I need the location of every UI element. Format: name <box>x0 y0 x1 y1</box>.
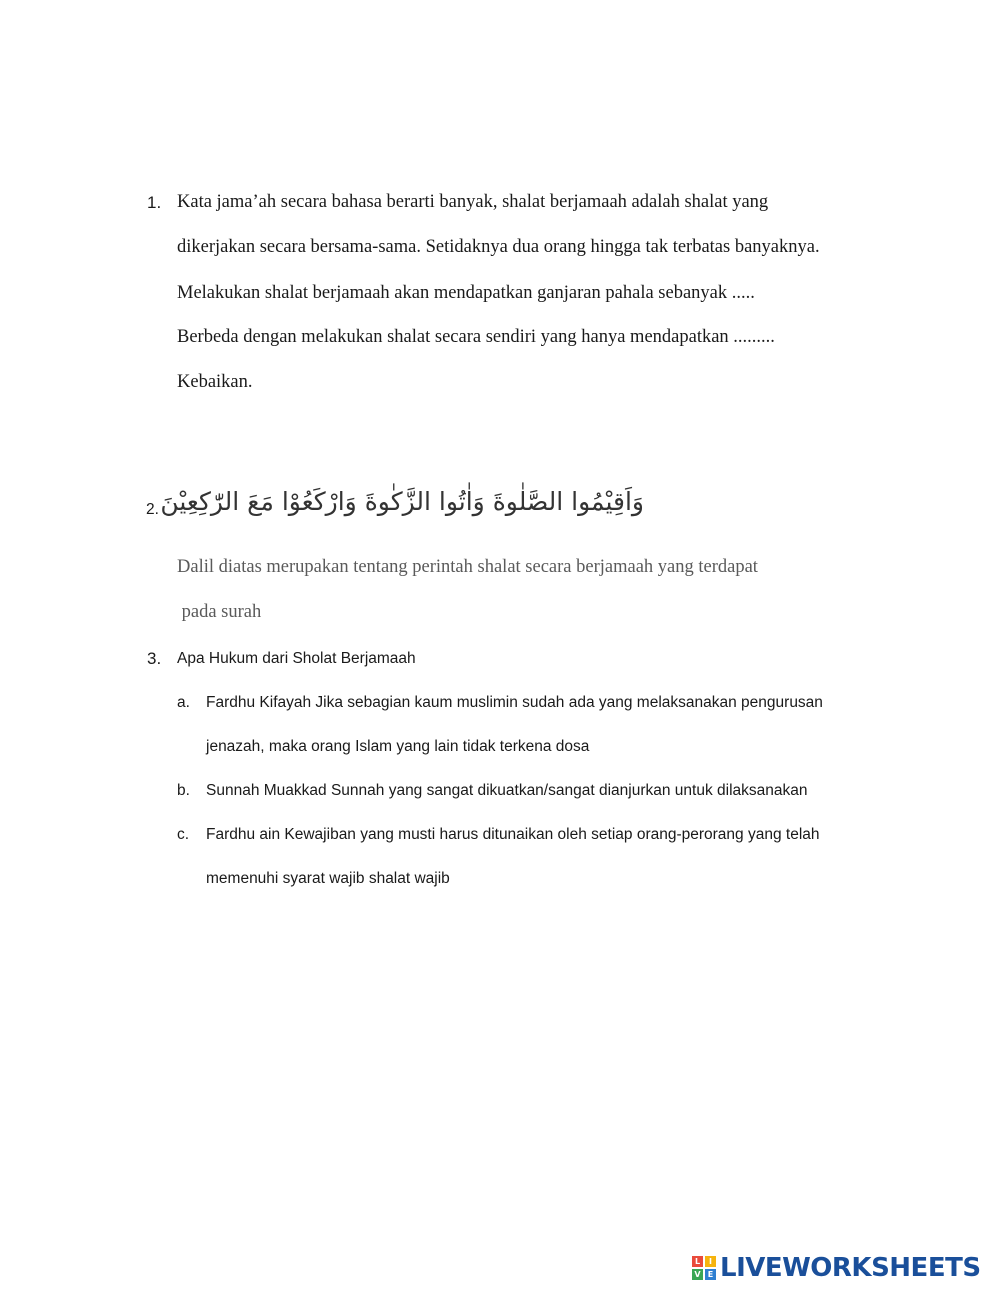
logo-mark-icon <box>692 1256 716 1280</box>
logo-mark-letter: E <box>705 1269 716 1280</box>
q1-line-4: Berbeda dengan melakukan shalat secara sendiri yang hanya mendapatkan ......... <box>177 327 775 347</box>
q1-line-2: dikerjakan secara bersama-sama. Setidaknya dua orang hingga tak terbatas banyaknya. <box>177 237 820 257</box>
logo-text: LIVEWORKSHEETS <box>720 1253 981 1283</box>
q1-line-3: Melakukan shalat berjamaah akan mendapatkan ganjaran pahala sebanyak ..... <box>177 283 755 303</box>
q1-line-1: Kata jama’ah secara bahasa berarti banyak, shalat berjamaah adalah shalat yang <box>177 192 769 212</box>
option-c-line-1: Fardhu ain Kewajiban yang musti harus ditunaikan oleh setiap orang-perorang yang telah <box>206 826 820 843</box>
q3-question: Apa Hukum dari Sholat Berjamaah <box>177 650 416 667</box>
q2-line-1: Dalil diatas merupakan tentang perintah shalat secara berjamaah yang terdapat <box>177 557 758 577</box>
option-a-line-2: jenazah, maka orang Islam yang lain tidak terkena dosa <box>206 738 590 755</box>
logo-mark-letter: L <box>692 1256 703 1267</box>
q1-number: 1. <box>147 193 162 212</box>
liveworksheets-logo <box>692 1253 981 1283</box>
option-c-letter: c. <box>177 826 190 843</box>
option-a-letter: a. <box>177 694 190 711</box>
q1-line-5: Kebaikan. <box>177 372 253 392</box>
option-b-letter: b. <box>177 782 190 799</box>
option-a-line-1: Fardhu Kifayah Jika sebagian kaum muslimin sudah ada yang melaksanakan pengurusan <box>206 694 823 711</box>
q2-arabic-verse: وَاَقِيْمُوا الصَّلٰوةَ وَاٰتُوا الزَّكٰوةَ وَارْكَعُوْا مَعَ الرّٰكِعِيْنَ <box>160 487 644 516</box>
q2-line-2: pada surah <box>177 602 262 622</box>
option-b-line-1: Sunnah Muakkad Sunnah yang sangat dikuatkan/sangat dianjurkan untuk dilaksanakan <box>206 782 808 799</box>
logo-mark-letter: I <box>705 1256 716 1267</box>
q3-number: 3. <box>147 649 162 668</box>
q2-number: 2. <box>146 501 159 518</box>
option-c-line-2: memenuhi syarat wajib shalat wajib <box>206 870 450 887</box>
logo-mark-letter: V <box>692 1269 703 1280</box>
